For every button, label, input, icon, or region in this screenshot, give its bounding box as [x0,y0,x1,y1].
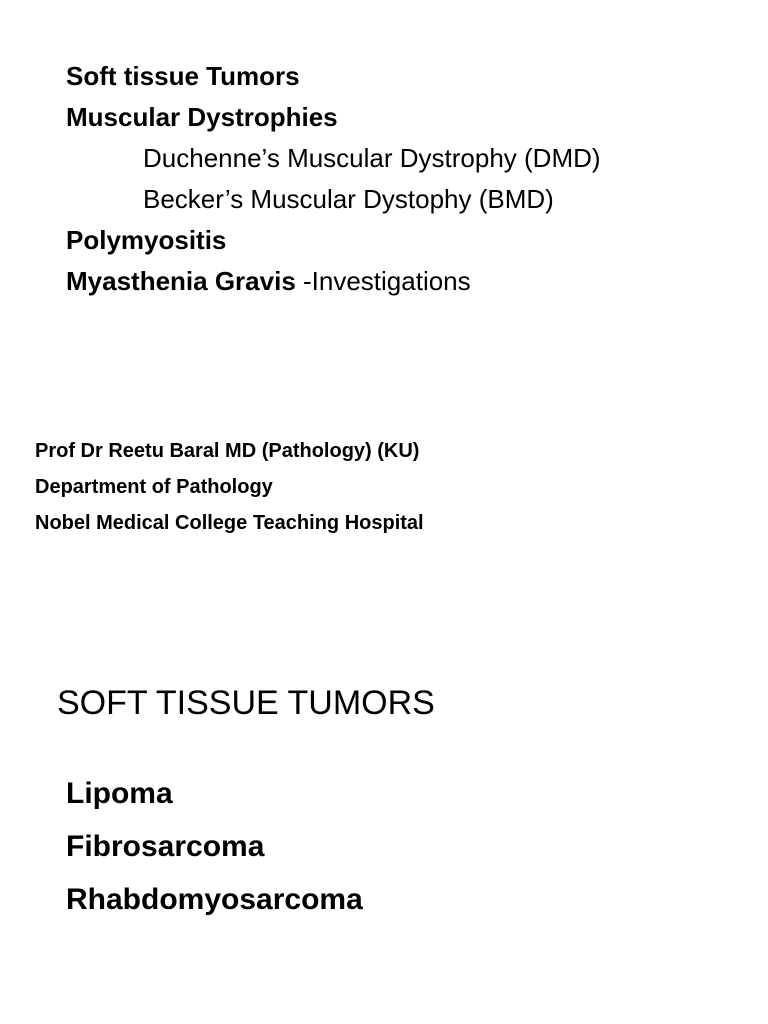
topic-muscular-dystrophies: Muscular Dystrophies [66,102,338,132]
section-title: SOFT TISSUE TUMORS [57,684,435,722]
author-institution: Nobel Medical College Teaching Hospital [35,512,424,534]
author-department: Department of Pathology [35,476,273,498]
author-block [35,433,735,541]
tumor-item-lipoma: Lipoma [66,777,173,810]
tumor-item-rhabdomyosarcoma: Rhabdomyosarcoma [66,883,363,916]
topic-soft-tissue-tumors: Soft tissue Tumors [66,61,300,91]
topic-myasthenia-gravis-label: Myasthenia Gravis [66,266,296,296]
topics-list [66,56,746,302]
author-name: Prof Dr Reetu Baral MD (Pathology) (KU) [35,440,420,462]
tumor-item-fibrosarcoma: Fibrosarcoma [66,830,265,863]
topic-polymyositis: Polymyositis [66,225,227,255]
subtopic-dmd: Duchenne’s Muscular Dystrophy (DMD) [143,143,601,173]
subtopic-bmd: Becker’s Muscular Dystophy (BMD) [143,184,554,214]
topic-myasthenia-gravis [66,261,746,302]
topic-myasthenia-gravis-suffix: -Investigations [295,266,471,296]
tumor-list [66,767,363,926]
